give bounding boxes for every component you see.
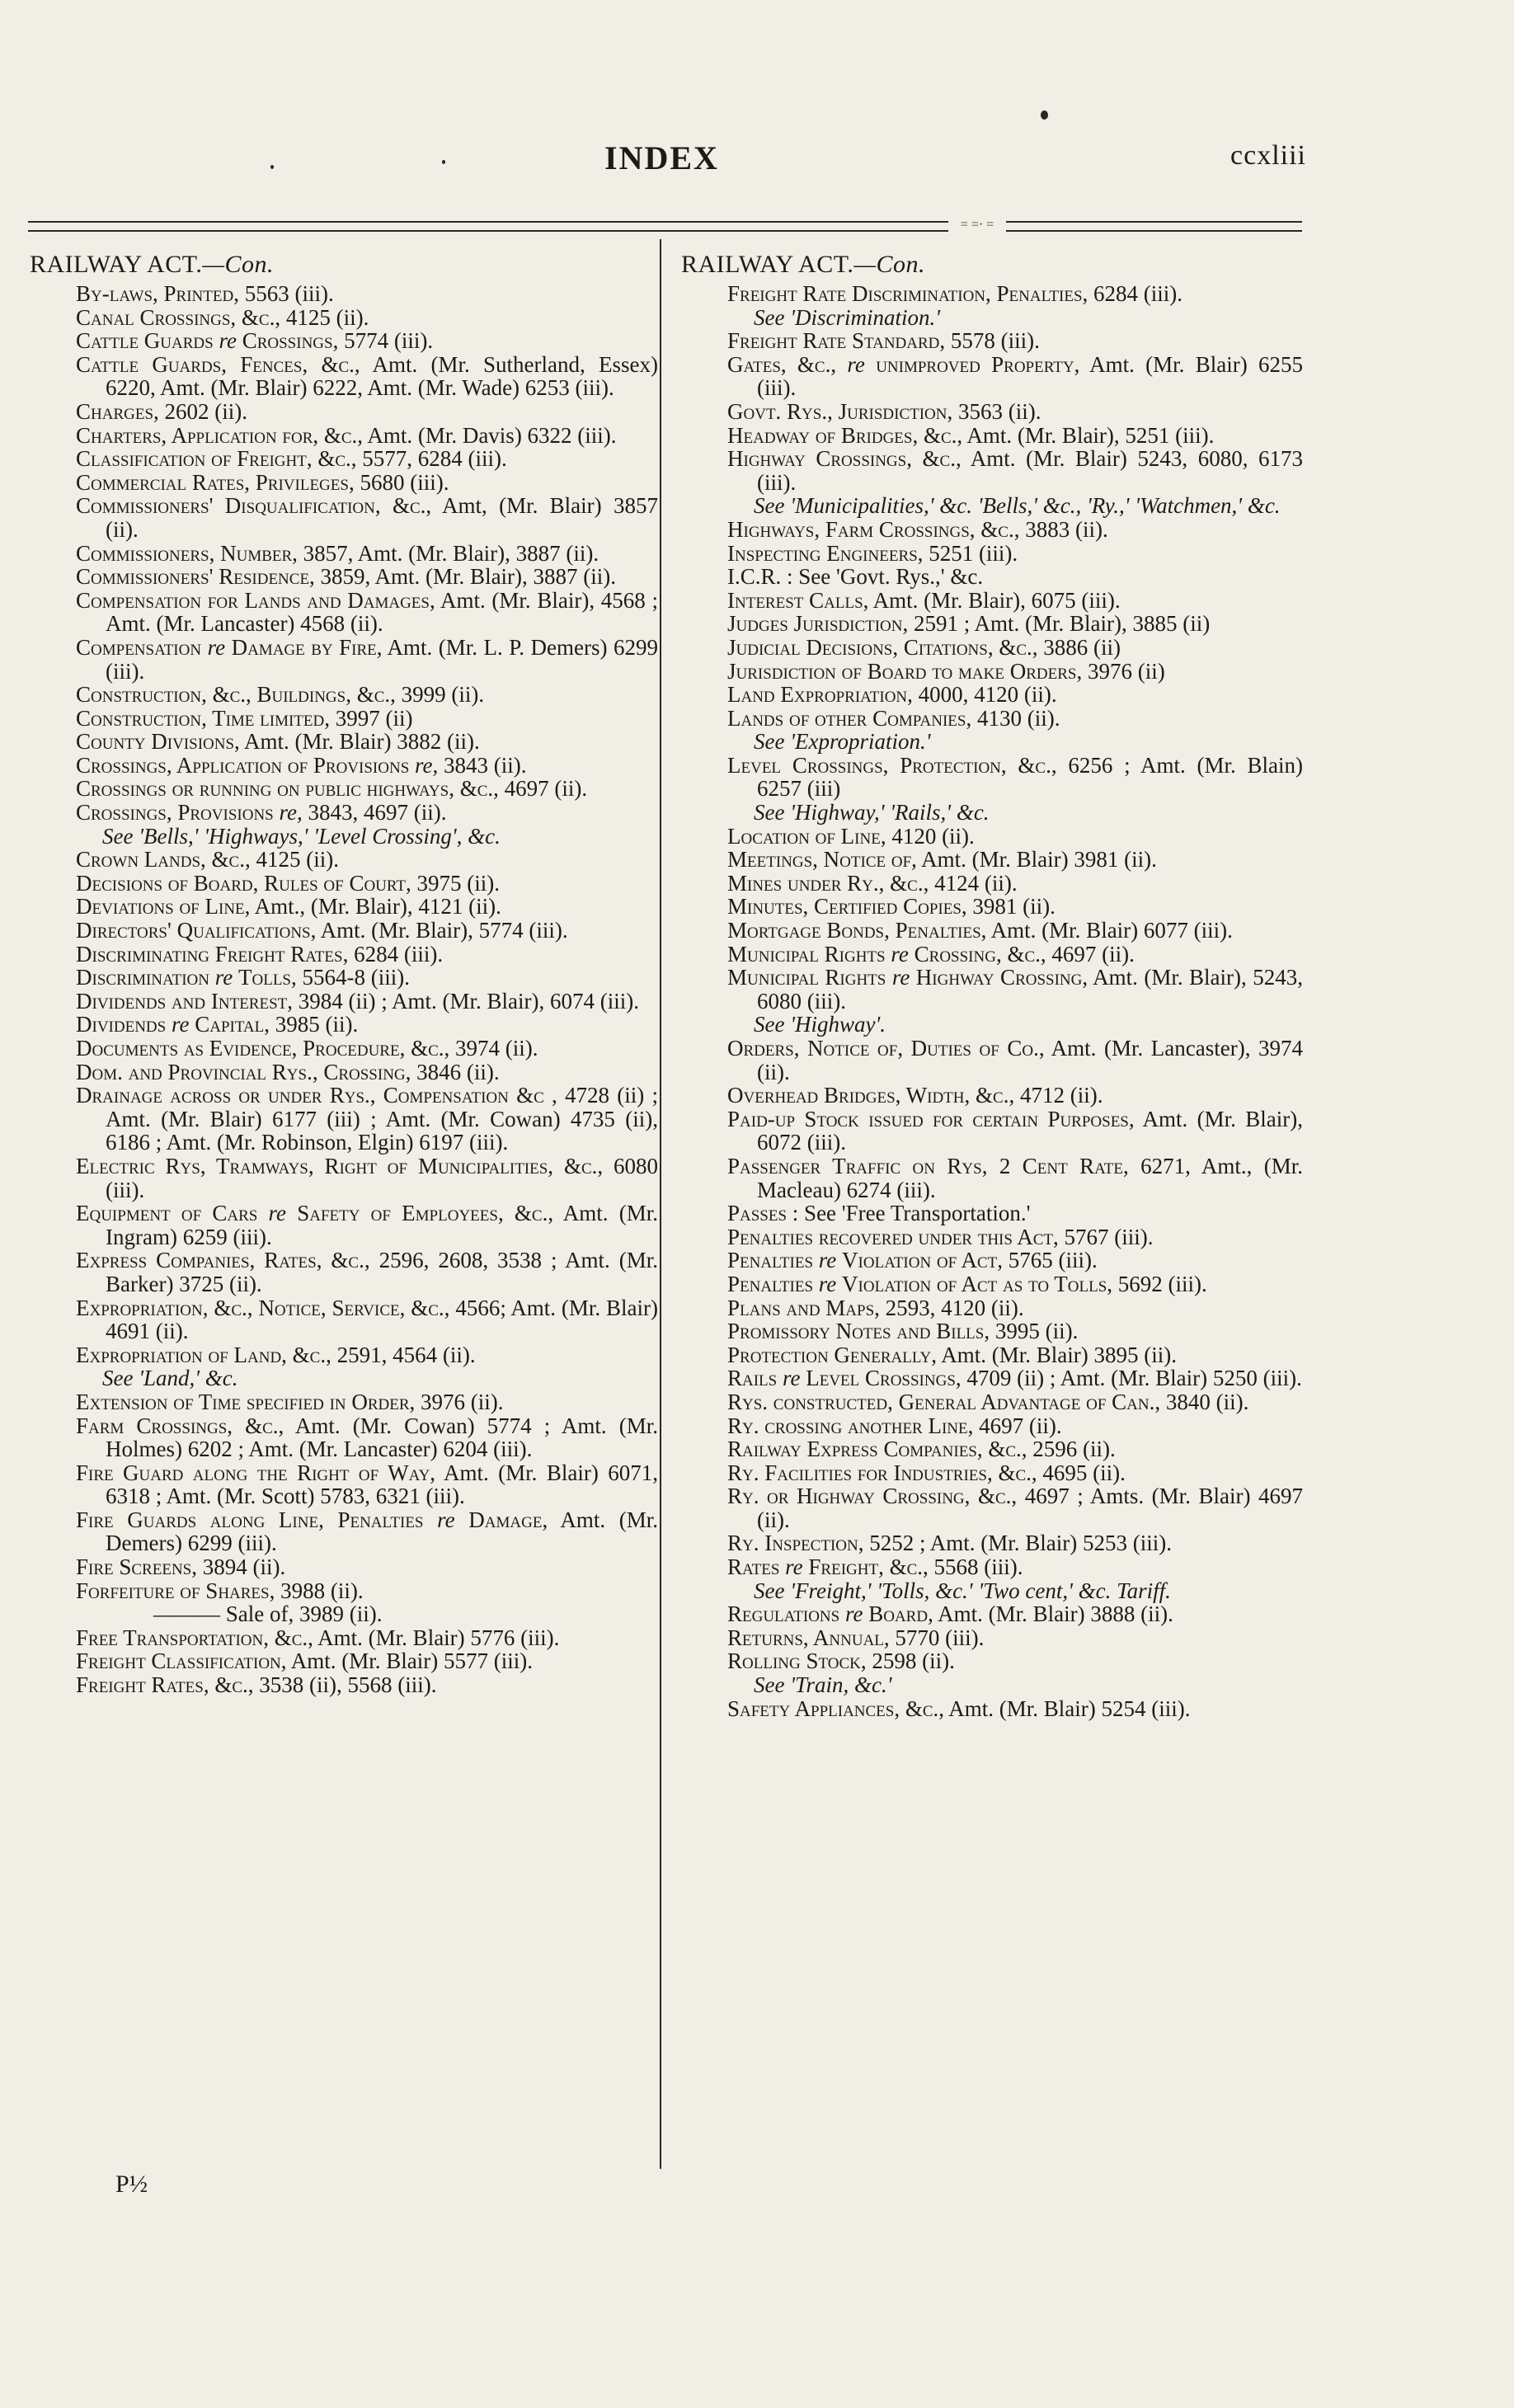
index-entry: Expropriation, &c., Notice, Service, &c., 4566; Amt. (Mr. Blair) 4691 (ii).: [76, 1295, 658, 1344]
index-entry: Decisions of Board, Rules of Court, 3975 (ii).: [76, 870, 501, 896]
index-entry: Paid-up Stock issued for certain Purposes, Amt. (Mr. Blair), 6072 (iii).: [727, 1106, 1303, 1155]
speck: [1041, 111, 1048, 120]
index-entry: Inspecting Engineers, 5251 (iii).: [727, 540, 1018, 566]
index-entry: Deviations of Line, Amt., (Mr. Blair), 4121 (ii).: [76, 894, 501, 919]
index-entry: Safety Appliances, &c., Amt. (Mr. Blair) 5254 (iii).: [727, 1695, 1191, 1721]
index-entry: Level Crossings, Protection, &c., 6256 ; Amt. (Mr. Blain) 6257 (iii): [727, 752, 1303, 802]
index-entry: Interest Calls, Amt. (Mr. Blair), 6075 (iii).: [727, 587, 1121, 613]
index-entry: Passenger Traffic on Rys, 2 Cent Rate, 6271, Amt., (Mr. Macleau) 6274 (iii).: [727, 1153, 1304, 1202]
index-entry: Dividends and Interest, 3984 (ii) ; Amt. (Mr. Blair), 6074 (iii).: [76, 988, 639, 1014]
index-entry: Ry. crossing another Line, 4697 (ii).: [727, 1413, 1062, 1438]
column-divider: [660, 239, 661, 2169]
index-entry: Commercial Rates, Privileges, 5680 (iii).: [76, 469, 449, 495]
index-entry: Crossings, Provisions re, 3843, 4697 (ii).: [76, 800, 447, 825]
index-entry: County Divisions, Amt. (Mr. Blair) 3882 (ii).: [76, 729, 480, 755]
page-header: [0, 0, 1514, 232]
index-entry: Forfeiture of Shares, 3988 (ii).: [76, 1578, 364, 1603]
index-entry: Protection Generally, Amt. (Mr. Blair) 3895 (ii).: [727, 1342, 1178, 1367]
index-entry: Commissioners' Residence, 3859, Amt. (Mr. Blair), 3887 (ii).: [76, 564, 617, 590]
index-entry: Equipment of Cars re Safety of Employees, &c., Amt. (Mr. Ingram) 6259 (iii).: [76, 1201, 658, 1249]
index-entry: Highway Crossings, &c., Amt. (Mr. Blair) 5243, 6080, 6173 (iii).: [727, 446, 1303, 495]
index-entry: Govt. Rys., Jurisdiction, 3563 (ii).: [727, 398, 1041, 424]
index-entry: Commissioners, Number, 3857, Amt. (Mr. Blair), 3887 (ii).: [76, 540, 599, 566]
index-entry: Fire Guard along the Right of Way, Amt. (Mr. Blair) 6071, 6318 ; Amt. (Mr. Scott) 5783, 6321 (iii).: [76, 1460, 659, 1509]
index-entry: Lands of other Companies, 4130 (ii).: [727, 705, 1060, 731]
index-entry: Orders, Notice of, Duties of Co., Amt. (Mr. Lancaster), 3974 (ii).: [727, 1036, 1303, 1084]
index-entry: I.C.R. : See 'Govt. Rys.,' &c.: [727, 564, 984, 590]
index-entry: Gates, &c., re unimproved Property, Amt. (Mr. Blair) 6255 (iii).: [727, 351, 1303, 401]
index-entry: Farm Crossings, &c., Amt. (Mr. Cowan) 5774 ; Amt. (Mr. Holmes) 6202 ; Amt. (Mr. Lancaster) 6204 (iii).: [76, 1413, 658, 1462]
index-entry: Municipal Rights re Highway Crossing, Amt. (Mr. Blair), 5243, 6080 (iii).: [727, 965, 1303, 1014]
index-entry: Compensation re Damage by Fire, Amt. (Mr. L. P. Demers) 6299 (iii).: [76, 634, 658, 684]
signature-mark: P½: [115, 2170, 148, 2198]
index-entry: Headway of Bridges, &c., Amt. (Mr. Blair), 5251 (iii).: [727, 422, 1215, 448]
index-entry: Directors' Qualifications, Amt. (Mr. Blair), 5774 (iii).: [76, 918, 568, 943]
index-entry: Jurisdiction of Board to make Orders, 3976 (ii): [727, 658, 1165, 684]
index-entry: Mines under Ry., &c., 4124 (ii).: [727, 870, 1018, 896]
index-entry: Expropriation of Land, &c., 2591, 4564 (ii).: [76, 1342, 476, 1367]
index-entry: Freight Rate Standard, 5578 (iii).: [727, 328, 1040, 354]
see-reference: See 'Discrimination.': [754, 304, 941, 330]
rule-ornament: = =· =: [948, 216, 1006, 234]
index-entry: Promissory Notes and Bills, 3995 (ii).: [727, 1319, 1079, 1344]
page-title: INDEX: [604, 139, 719, 176]
index-entry: Compensation for Lands and Damages, Amt. (Mr. Blair), 4568 ; Amt. (Mr. Lancaster) 4568 (ii).: [76, 587, 658, 637]
index-entry: Dom. and Provincial Rys., Crossing, 3846 (ii).: [76, 1059, 500, 1084]
index-entry: Rates re Freight, &c., 5568 (iii).: [727, 1554, 1023, 1580]
index-entry: Drainage across or under Rys., Compensation &c , 4728 (ii) ; Amt. (Mr. Blair) 6177 (iii) ; Amt. (Mr. Cowan) 4735 (ii), 6186 ; Amt. (Mr. Robinson, Elgin) 6197 (iii).: [76, 1083, 658, 1155]
index-entry: Rys. constructed, General Advantage of Can., 3840 (ii).: [727, 1389, 1249, 1414]
index-entry: Freight Rates, &c., 3538 (ii), 5568 (iii).: [76, 1672, 437, 1698]
index-entry: Construction, &c., Buildings, &c., 3999 (ii).: [76, 682, 485, 708]
see-reference: See 'Highway,' 'Rails,' &c.: [754, 800, 990, 825]
index-entry: Penalties recovered under this Act, 5767 (iii).: [727, 1224, 1154, 1249]
index-column-left: [30, 251, 658, 1697]
speck: [270, 165, 274, 169]
index-entry: Cattle Guards, Fences, &c., Amt. (Mr. Sutherland, Essex) 6220, Amt. (Mr. Blair) 6222, Amt. (Mr. Wade) 6253 (iii).: [76, 351, 658, 401]
index-entry: Mortgage Bonds, Penalties, Amt. (Mr. Blair) 6077 (iii).: [727, 918, 1233, 943]
index-entry: By-laws, Printed, 5563 (iii).: [76, 281, 334, 306]
header-rule-top: [28, 221, 1302, 223]
index-entry: Crown Lands, &c., 4125 (ii).: [76, 847, 339, 872]
index-entry: Cattle Guards re Crossings, 5774 (iii).: [76, 328, 434, 354]
index-entry: Ry. or Highway Crossing, &c., 4697 ; Amts. (Mr. Blair) 4697 (ii).: [727, 1484, 1303, 1532]
index-entry: Discriminating Freight Rates, 6284 (iii).: [76, 941, 444, 966]
index-entry: Canal Crossings, &c., 4125 (ii).: [76, 304, 369, 330]
see-reference: See 'Expropriation.': [754, 729, 931, 755]
section-heading: RAILWAY ACT.—Con.: [681, 251, 926, 278]
index-entry: Judicial Decisions, Citations, &c., 3886 (ii): [727, 634, 1121, 660]
index-entry: Municipal Rights re Crossing, &c., 4697 (ii).: [727, 941, 1135, 966]
index-entry: Freight Rate Discrimination, Penalties, 6284 (iii).: [727, 281, 1183, 306]
index-entry: Plans and Maps, 2593, 4120 (ii).: [727, 1295, 1024, 1320]
index-entry: Land Expropriation, 4000, 4120 (ii).: [727, 682, 1057, 708]
index-entry: Judges Jurisdiction, 2591 ; Amt. (Mr. Blair), 3885 (ii): [727, 611, 1211, 637]
index-entry: Meetings, Notice of, Amt. (Mr. Blair) 3981 (ii).: [727, 847, 1157, 872]
index-entry: Express Companies, Rates, &c., 2596, 2608, 3538 ; Amt. (Mr. Barker) 3725 (ii).: [76, 1248, 658, 1296]
index-entry: Crossings or running on public highways, &c., 4697 (ii).: [76, 776, 588, 802]
index-entry: Fire Screens, 3894 (ii).: [76, 1554, 286, 1580]
index-entry: Regulations re Board, Amt. (Mr. Blair) 3888 (ii).: [727, 1601, 1173, 1627]
index-entry: Penalties re Violation of Act as to Tolls, 5692 (iii).: [727, 1271, 1207, 1296]
sub-entry: ——— Sale of, 3989 (ii).: [153, 1601, 383, 1627]
index-entry: Ry. Inspection, 5252 ; Amt. (Mr. Blair) 5253 (iii).: [727, 1531, 1172, 1556]
index-entry: Dividends re Capital, 3985 (ii).: [76, 1012, 359, 1037]
page-number: ccxliii: [1230, 140, 1306, 171]
speck: [442, 160, 445, 164]
index-entry: Returns, Annual, 5770 (iii).: [727, 1625, 985, 1650]
index-entry: Fire Guards along Line, Penalties re Damage, Amt. (Mr. Demers) 6299 (iii).: [76, 1507, 658, 1556]
index-entry: Electric Rys, Tramways, Right of Municipalities, &c., 6080 (iii).: [76, 1153, 659, 1202]
index-entry: Classification of Freight, &c., 5577, 6284 (iii).: [76, 446, 507, 472]
see-reference: See 'Train, &c.': [754, 1672, 892, 1698]
section-heading: RAILWAY ACT.—Con.: [30, 251, 275, 278]
index-entry: Charges, 2602 (ii).: [76, 398, 248, 424]
index-entry: Overhead Bridges, Width, &c., 4712 (ii).: [727, 1083, 1103, 1108]
see-reference: See 'Land,' &c.: [102, 1366, 238, 1391]
see-reference: See 'Municipalities,' &c. 'Bells,' &c., 'Ry.,' 'Watchmen,' &c.: [754, 493, 1281, 519]
index-entry: Freight Classification, Amt. (Mr. Blair) 5577 (iii).: [76, 1648, 534, 1674]
index-entry: Crossings, Application of Provisions re, 3843 (ii).: [76, 752, 527, 778]
index-entry: Charters, Application for, &c., Amt. (Mr. Davis) 6322 (iii).: [76, 422, 617, 448]
entry-list: [30, 282, 658, 1697]
index-entry: Highways, Farm Crossings, &c., 3883 (ii).: [727, 516, 1108, 542]
index-entry: Discrimination re Tolls, 5564-8 (iii).: [76, 965, 410, 990]
index-entry: Location of Line, 4120 (ii).: [727, 823, 975, 849]
entry-list: [681, 282, 1303, 1720]
index-entry: Rolling Stock, 2598 (ii).: [727, 1648, 955, 1674]
see-reference: See 'Highway'.: [754, 1012, 886, 1037]
index-entry: Extension of Time specified in Order, 3976 (ii).: [76, 1389, 504, 1414]
see-reference: See 'Bells,' 'Highways,' 'Level Crossing', &c.: [102, 823, 501, 849]
index-entry: Railway Express Companies, &c., 2596 (ii).: [727, 1437, 1116, 1462]
see-reference: See 'Freight,' 'Tolls, &c.' 'Two cent,' &c. Tariff.: [754, 1578, 1171, 1603]
index-entry: Passes : See 'Free Transportation.': [727, 1201, 1031, 1226]
index-entry: Free Transportation, &c., Amt. (Mr. Blair) 5776 (iii).: [76, 1625, 560, 1650]
index-entry: Minutes, Certified Copies, 3981 (ii).: [727, 894, 1056, 919]
index-column-right: [681, 251, 1303, 1720]
index-entry: Rails re Level Crossings, 4709 (ii) ; Amt. (Mr. Blair) 5250 (iii).: [727, 1366, 1302, 1391]
index-entry: Construction, Time limited, 3997 (ii): [76, 705, 413, 731]
index-entry: Documents as Evidence, Procedure, &c., 3974 (ii).: [76, 1036, 538, 1061]
index-entry: Commissioners' Disqualification, &c., Amt, (Mr. Blair) 3857 (ii).: [76, 493, 658, 542]
header-rule-bottom: [28, 230, 1302, 232]
index-entry: Penalties re Violation of Act, 5765 (iii).: [727, 1248, 1098, 1273]
index-entry: Ry. Facilities for Industries, &c., 4695 (ii).: [727, 1460, 1126, 1485]
